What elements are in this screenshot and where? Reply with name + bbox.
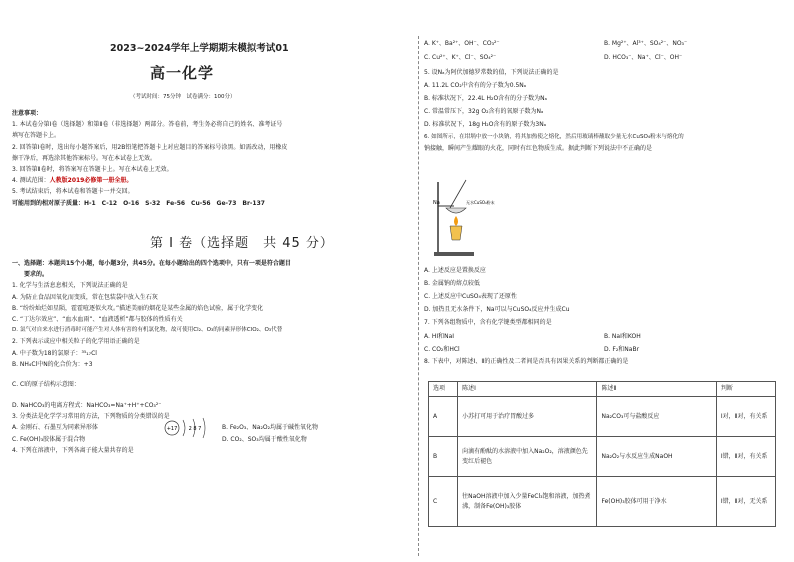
question-line: C. “丁达尔效应”、“血水血雨”、“血液透析”都与胶体的性质有关 bbox=[12, 316, 183, 324]
option-row bbox=[424, 52, 786, 66]
question-line: C. Cl的原子结构示意图： bbox=[12, 381, 80, 389]
table-cell: Fe(OH)₃胶体可用于净水 bbox=[597, 477, 716, 527]
question-line: 3. 分类法是化学学习常用的方法，下列物质的分类错误的是 bbox=[12, 413, 170, 421]
question-line: C. 常温常压下，32g O₂含有的氧原子数为Nₐ bbox=[424, 108, 544, 115]
table-cell: 向滴有酚酞的水溶液中加入Na₂O₂，溶液颜色先变红后褪色 bbox=[458, 437, 597, 477]
scope-highlight: 人教版2019必修第一册全册。 bbox=[49, 177, 133, 185]
question-line: A. 中子数为18的氯原子：³⁵₁₇Cl bbox=[12, 349, 97, 357]
question-line: D. 氯气对自来水进行消毒时可能产生对人体有害的有机氯化物，故可使用Cl₂、O₃的同素异形体ClO₂、O₃代替 bbox=[12, 327, 283, 334]
table-cell: Na₂O₂与水反应生成NaOH bbox=[597, 437, 716, 477]
note-line: 填写在答题卡上。 bbox=[12, 132, 61, 140]
option: B. Mg²⁺、Al³⁺、SO₄²⁻、NO₃⁻ bbox=[604, 40, 688, 47]
table-cell: B bbox=[429, 437, 458, 477]
question-line: 7. 下列各组物质中，含有化学键类型都相同的是 bbox=[424, 319, 552, 326]
shell-electrons: 2 8 7 bbox=[188, 426, 202, 432]
question-line: 2. 下列表示或应中相关粒子的化学用语正确的是 bbox=[12, 338, 140, 346]
table-cell: 往NaOH溶液中加入少量FeCl₃饱和溶液，加热煮沸，制备Fe(OH)₃胶体 bbox=[458, 477, 597, 527]
note-line: 2. 回答第Ⅰ卷时，选出每小题答案后，用2B铅笔把答题卡上对应题目的答案标号涂黑。如需改动，用橡皮 bbox=[12, 143, 288, 151]
exam-meta: （考试时间：75分钟 试卷满分：100分） bbox=[130, 94, 236, 100]
exam-title: 2023~2024学年上学期期末模拟考试01 bbox=[110, 43, 289, 54]
table-row bbox=[429, 437, 776, 477]
question-line: A. 为防止食品因氧化而变质，常在包装袋中放入生石灰 bbox=[12, 293, 158, 301]
question-line: 5. 设Nₐ为阿伏加德罗常数的值，下列说法正确的是 bbox=[424, 69, 559, 76]
statements-table bbox=[428, 381, 776, 527]
sodium-label: Na bbox=[433, 200, 440, 206]
note-line: 擦干净后，再选涂其他答案标号。写在本试卷上无效。 bbox=[12, 154, 157, 162]
table-header: 陈述Ⅰ bbox=[458, 382, 597, 397]
subject-title: 高一化学 bbox=[150, 64, 215, 82]
question-line: B. “纷纷灿烂如星陨，霍霍喧逐似火攻。”描述美丽的烟花是某些金属的焰色试验，属于化学变化 bbox=[12, 304, 264, 312]
section-title: 第 I 卷（选择题 共 45 分） bbox=[150, 236, 334, 251]
notes-block bbox=[12, 108, 412, 209]
table-header: 陈述Ⅱ bbox=[597, 382, 716, 397]
option: B. Fe₂O₃、Na₂O₂均属于碱性氧化物 bbox=[222, 424, 318, 432]
option: D. F₂和NaBr bbox=[604, 346, 640, 353]
option-row bbox=[424, 342, 786, 355]
table-cell: Ⅰ错，Ⅱ对，无关系 bbox=[716, 477, 775, 527]
instruction: 要求的。 bbox=[24, 271, 49, 279]
option: C. CO₂和HCl bbox=[424, 346, 460, 353]
table-header: 选项 bbox=[429, 382, 458, 397]
option: C. Cu²⁺、K⁺、Cl⁻、SO₄²⁻ bbox=[424, 54, 497, 61]
note-line: 5. 考试结束后，将本试卷和答题卡一并交回。 bbox=[12, 188, 134, 196]
questions-right-lower bbox=[424, 264, 786, 368]
question-line: 4. 下列在溶液中，下列各离子能大量共存的是 bbox=[12, 446, 134, 454]
column-divider bbox=[418, 36, 419, 556]
table-header-row bbox=[429, 382, 776, 397]
note-line-scope: 4. 测试范围：人教版2019必修第一册全册。 bbox=[12, 177, 133, 185]
lab-apparatus-diagram bbox=[432, 176, 495, 260]
question-line: A. 11.2L CO₂中含有的分子数为0.5Nₐ bbox=[424, 82, 527, 89]
table-cell: C bbox=[429, 477, 458, 527]
table-cell: Na₂CO₃可与盐酸反应 bbox=[597, 397, 716, 437]
nucleus-label: +17 bbox=[166, 426, 178, 432]
option: C. Fe(OH)₃胶体属于混合物 bbox=[12, 435, 86, 443]
option: D. CO₂、SO₃均属于酸性氧化物 bbox=[222, 435, 307, 443]
question-line: 1. 化学与生活息息相关，下列说法正确的是 bbox=[12, 282, 128, 290]
chlorine-atom-diagram bbox=[162, 416, 222, 440]
table-row bbox=[429, 477, 776, 527]
question-line: B. NH₄Cl中N的化合价为：+3 bbox=[12, 360, 93, 368]
question-line: D. 标准状况下，18g H₂O含有的原子数为3Nₐ bbox=[424, 121, 547, 128]
table-row bbox=[429, 397, 776, 437]
table-header: 判断 bbox=[716, 382, 775, 397]
question-line: 钠接触，瞬间产生耀眼的火花，同时有红色物质生成。据此判断下列说法中不正确的是 bbox=[424, 145, 653, 152]
question-line: D. 加热且无水条件下，Na可以与CuSO₄反应并生成Cu bbox=[424, 306, 570, 313]
atomic-masses: 可能用到的相对原子质量：H-1 C-12 O-16 S-32 Fe-56 Cu-56 Ge-73 Br-137 bbox=[12, 199, 265, 207]
option: B. NaI和KOH bbox=[604, 333, 641, 340]
table-cell: Ⅰ错，Ⅱ对，有关系 bbox=[716, 437, 775, 477]
question-line: C. 上述反应中CuSO₄表现了还原性 bbox=[424, 293, 517, 300]
note-line: 1. 本试卷分第Ⅰ卷（选择题）和第Ⅱ卷（非选择题）两部分。答卷前，考生务必将自己的姓名、准考证号 bbox=[12, 121, 283, 129]
option: D. HCO₃⁻、Na⁺、Cl⁻、OH⁻ bbox=[604, 54, 683, 61]
table-cell: A bbox=[429, 397, 458, 437]
note-line: 3. 回答第Ⅱ卷时，将答案写在答题卡上。写在本试卷上无效。 bbox=[12, 166, 173, 174]
instruction: 一、选择题：本题共15个小题，每小题3分，共45分。在每小题给出的四个选项中，只有一项是符合题目 bbox=[12, 260, 291, 267]
powder-label: 无水CuSO₄粉末 bbox=[466, 200, 495, 205]
questions-right bbox=[424, 38, 786, 155]
question-line: B. 标准状况下，22.4L H₂O含有的分子数为Nₐ bbox=[424, 95, 548, 102]
table-cell: Ⅰ对，Ⅱ对，有关系 bbox=[716, 397, 775, 437]
question-line: 8. 下表中，对陈述Ⅰ、Ⅱ的正确性及二者间是否具有因果关系的判断都正确的是 bbox=[424, 358, 629, 365]
question-line: D. NaHCO₃的电离方程式：NaHCO₃=Na⁺+H⁺+CO₃²⁻ bbox=[12, 402, 162, 410]
option-row bbox=[424, 38, 786, 52]
question-line: 6. 如图所示，在坩埚中放一小块钠，将其加热使之熔化，然后用玻璃棒蘸取少量无水CuSO₄粉末与熔化的 bbox=[424, 134, 684, 140]
option: A. HI和NaI bbox=[424, 333, 455, 340]
question-line: B. 金属钠的熔点较低 bbox=[424, 280, 480, 287]
option-row bbox=[424, 329, 786, 342]
option: A. 金刚石、石墨互为同素异形体 bbox=[12, 424, 98, 432]
note-line: 注意事项： bbox=[12, 110, 43, 117]
table-cell: 小苏打可用于治疗胃酸过多 bbox=[458, 397, 597, 437]
option: A. K⁺、Ba²⁺、OH⁻、CO₃²⁻ bbox=[424, 40, 500, 47]
question-line: A. 上述反应是置换反应 bbox=[424, 267, 486, 274]
